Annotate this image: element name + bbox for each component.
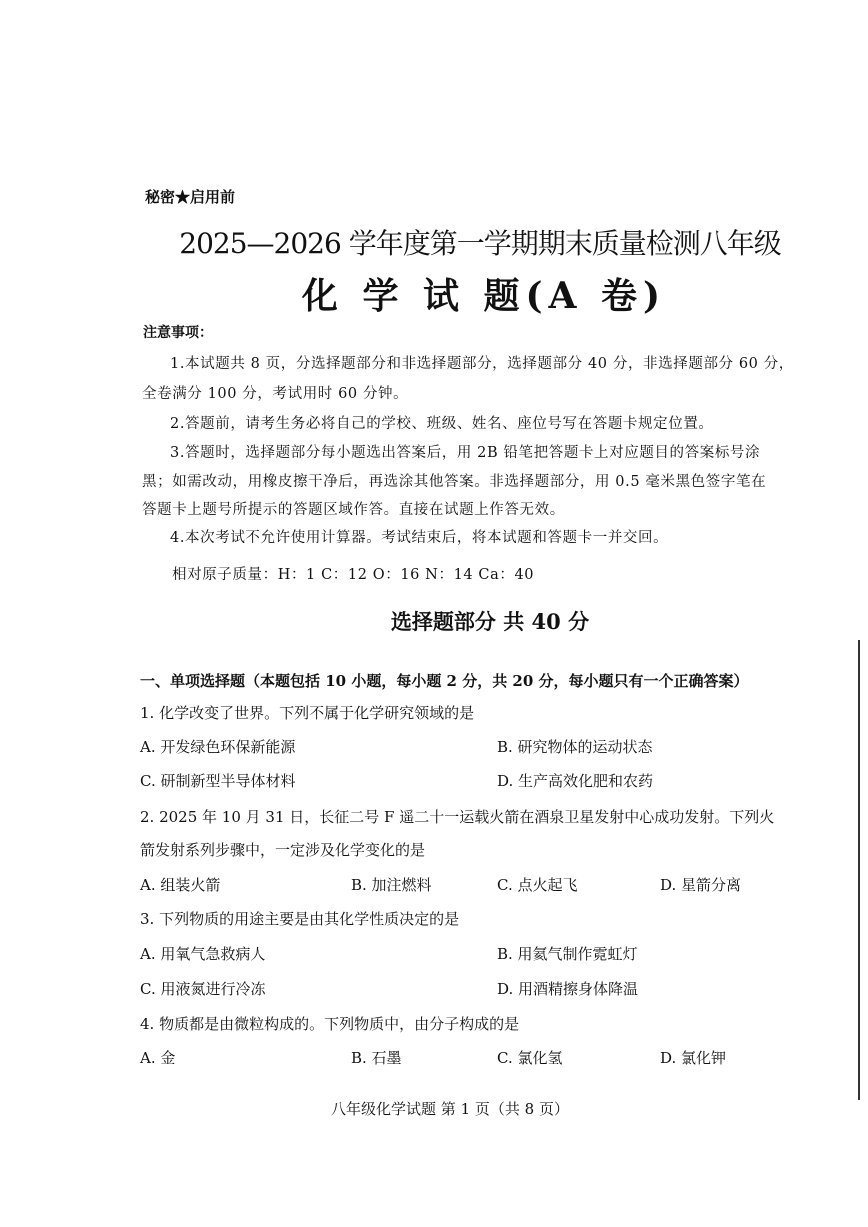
- scan-edge-line: [858, 640, 860, 1100]
- subject-title: 化 学 试 题(A 卷): [301, 275, 667, 317]
- option-b: B. 石墨: [351, 1049, 402, 1067]
- notice-line: 2.答题前，请考生务必将自己的学校、班级、姓名、座位号写在答题卡规定位置。: [170, 416, 714, 432]
- option-b: B. 研究物体的运动状态: [497, 738, 653, 756]
- section-title: 选择题部分 共 40 分: [390, 609, 590, 634]
- notice-line: 4.本次考试不允许使用计算器。考试结束后，将本试题和答题卡一并交回。: [170, 530, 669, 546]
- part-heading: 一、单项选择题（本题包括 10 小题，每小题 2 分，共 20 分，每小题只有一个正确答案）: [140, 672, 749, 690]
- question-stem-cont: 箭发射系列步骤中，一定涉及化学变化的是: [140, 841, 426, 859]
- page-footer: 八年级化学试题 第 1 页（共 8 页）: [331, 1100, 569, 1118]
- question-stem: 2. 2025 年 10 月 31 日，长征二号 F 遥二十一运载火箭在酒泉卫星发射中心成功发射。下列火: [140, 808, 775, 826]
- option-d: D. 生产高效化肥和农药: [497, 772, 654, 790]
- option-c: C. 氯化氢: [497, 1049, 563, 1067]
- option-c: C. 用液氮进行冷冻: [140, 980, 266, 998]
- question-stem: 1. 化学改变了世界。下列不属于化学研究领域的是: [140, 704, 475, 722]
- question-stem: 3. 下列物质的用途主要是由其化学性质决定的是: [140, 910, 460, 928]
- notice-line: 1.本试题共 8 页，分选择题部分和非选择题部分，选择题部分 40 分，非选择题部分 60 分，: [170, 356, 794, 372]
- option-a: A. 用氧气急救病人: [140, 945, 266, 963]
- option-a: A. 开发绿色环保新能源: [140, 738, 296, 756]
- option-d: D. 氯化钾: [660, 1049, 727, 1067]
- option-d: D. 用酒精擦身体降温: [497, 980, 639, 998]
- option-a: A. 金: [140, 1049, 176, 1067]
- option-c: C. 点火起飞: [497, 876, 578, 894]
- question-stem: 4. 物质都是由微粒构成的。下列物质中，由分子构成的是: [140, 1015, 520, 1033]
- notice-line: 答题卡上题号所提示的答题区域作答。直接在试题上作答无效。: [142, 502, 565, 518]
- option-d: D. 星箭分离: [660, 876, 742, 894]
- option-a: A. 组装火箭: [140, 876, 221, 894]
- notice-line: 全卷满分 100 分，考试用时 60 分钟。: [142, 386, 409, 402]
- exam-title: 2025—2026 学年度第一学期期末质量检测八年级: [179, 227, 781, 260]
- notice-line: 黑；如需改动，用橡皮擦干净后，再选涂其他答案。非选择题部分，用 0.5 毫米黑色签字笔在: [142, 474, 767, 490]
- option-b: B. 加注燃料: [351, 876, 432, 894]
- option-b: B. 用氦气制作霓虹灯: [497, 945, 638, 963]
- secret-label: 秘密★启用前: [145, 188, 236, 206]
- option-c: C. 研制新型半导体材料: [140, 772, 296, 790]
- atomic-mass-line: 相对原子质量：H：1 C：12 O：16 N：14 Ca：40: [172, 567, 535, 583]
- notice-line: 3.答题时，选择题部分每小题选出答案后，用 2B 铅笔把答题卡上对应题目的答案标号涂: [170, 445, 761, 461]
- notice-heading: 注意事项：: [143, 325, 213, 341]
